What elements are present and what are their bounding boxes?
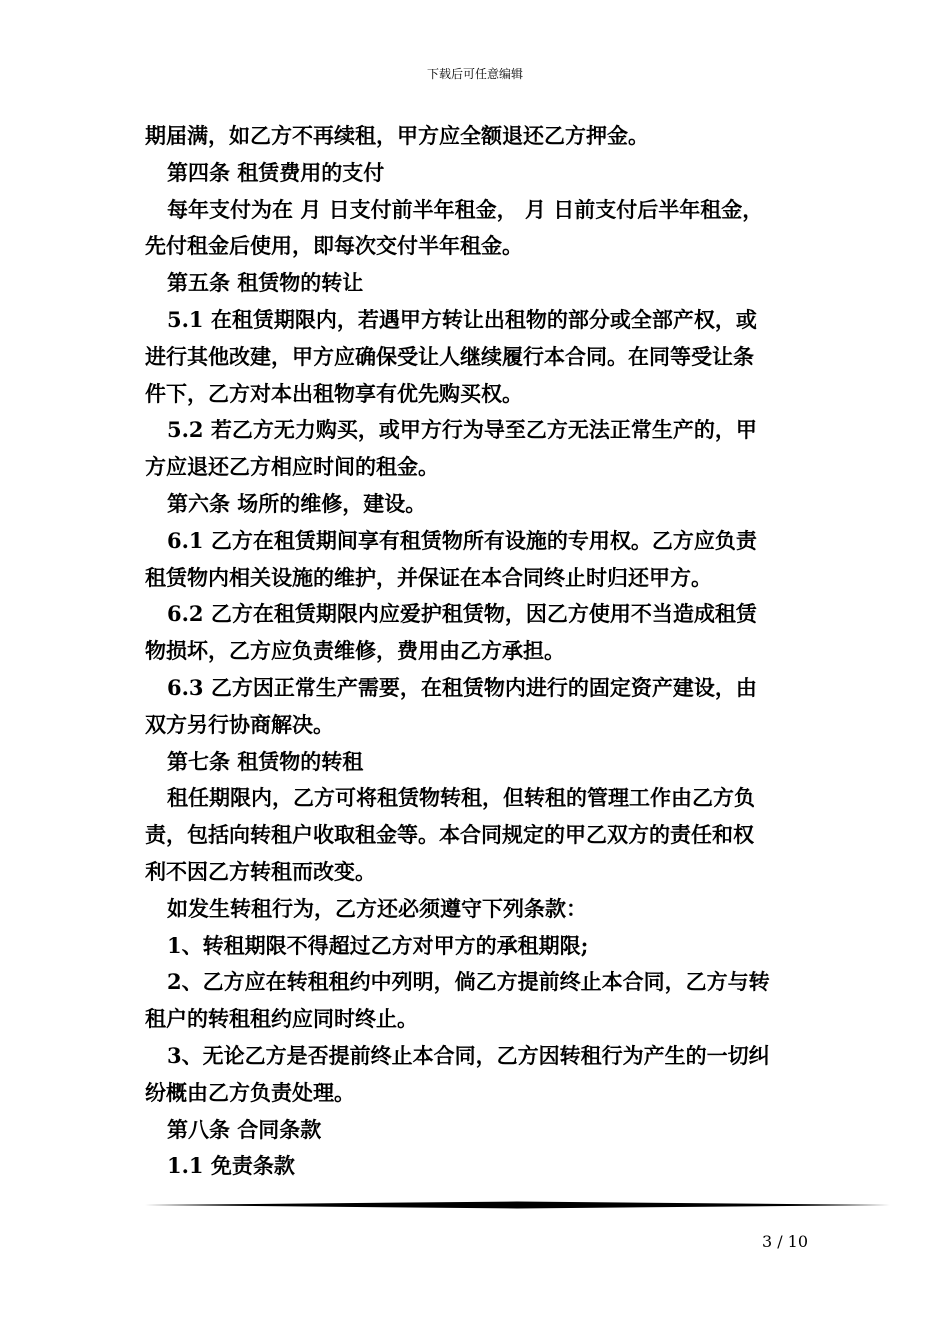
document-body — [145, 118, 815, 1185]
footer-divider — [145, 1201, 890, 1209]
section-heading: 第四条 租赁费用的支付 — [167, 159, 385, 185]
text-line: 如发生转租行为，乙方还必须遵守下列条款： — [167, 895, 587, 921]
text-line: 利不因乙方转租而改变。 — [145, 858, 376, 884]
text-line: 物损坏，乙方应负责维修，费用由乙方承担。 — [145, 638, 565, 664]
text-line: 5.2 若乙方无力购买，或甲方行为导至乙方无法正常生产的，甲 — [167, 417, 757, 443]
text-line: 纷概由乙方负责处理。 — [145, 1079, 355, 1105]
text-line: 每年支付为在 月 日支付前半年租金， 月 日前支付后半年租金， — [167, 196, 764, 222]
list-item: 2、乙方应在转租租约中列明，倘乙方提前终止本合同，乙方与转 — [167, 969, 770, 995]
text-line: 进行其他改建，甲方应确保受让人继续履行本合同。在同等受让条 — [145, 343, 754, 369]
list-item: 1、转租期限不得超过乙方对甲方的承租期限; — [167, 932, 589, 958]
page-number: 3 / 10 — [761, 1232, 809, 1251]
text-line: 方应退还乙方相应时间的租金。 — [145, 454, 439, 480]
text-line: 6.2 乙方在租赁期限内应爱护租赁物，因乙方使用不当造成租赁 — [167, 601, 757, 627]
text-line: 责，包括向转租户收取租金等。本合同规定的甲乙双方的责任和权 — [145, 822, 754, 848]
text-line: 5.1 在租赁期限内，若遇甲方转让出租物的部分或全部产权，或 — [167, 306, 757, 332]
text-line: 件下，乙方对本出租物享有优先购买权。 — [145, 380, 523, 406]
text-line: 租任期限内，乙方可将租赁物转租，但转租的管理工作由乙方负 — [167, 785, 755, 811]
section-heading: 第八条 合同条款 — [167, 1116, 322, 1142]
text-line: 6.3 乙方因正常生产需要，在租赁物内进行的固定资产建设，由 — [167, 674, 757, 700]
list-item: 3、无论乙方是否提前终止本合同，乙方因转租行为产生的一切纠 — [167, 1042, 770, 1068]
text-line: 先付租金后使用，即每次交付半年租金。 — [145, 233, 523, 259]
text-line: 租户的转租租约应同时终止。 — [145, 1006, 418, 1032]
text-line: 双方另行协商解决。 — [145, 711, 334, 737]
page-header-note: 下载后可任意编辑 — [426, 67, 523, 81]
section-heading: 第六条 场所的维修，建设。 — [167, 490, 427, 516]
text-line: 6.1 乙方在租赁期间享有租赁物所有设施的专用权。乙方应负责 — [167, 527, 757, 553]
text-line: 租赁物内相关设施的维护，并保证在本合同终止时归还甲方。 — [145, 564, 712, 590]
section-heading: 第七条 租赁物的转租 — [167, 748, 364, 774]
section-heading: 第五条 租赁物的转让 — [167, 270, 364, 296]
text-line: 1.1 免责条款 — [167, 1153, 295, 1179]
text-line: 期届满，如乙方不再续租，甲方应全额退还乙方押金。 — [145, 123, 649, 148]
